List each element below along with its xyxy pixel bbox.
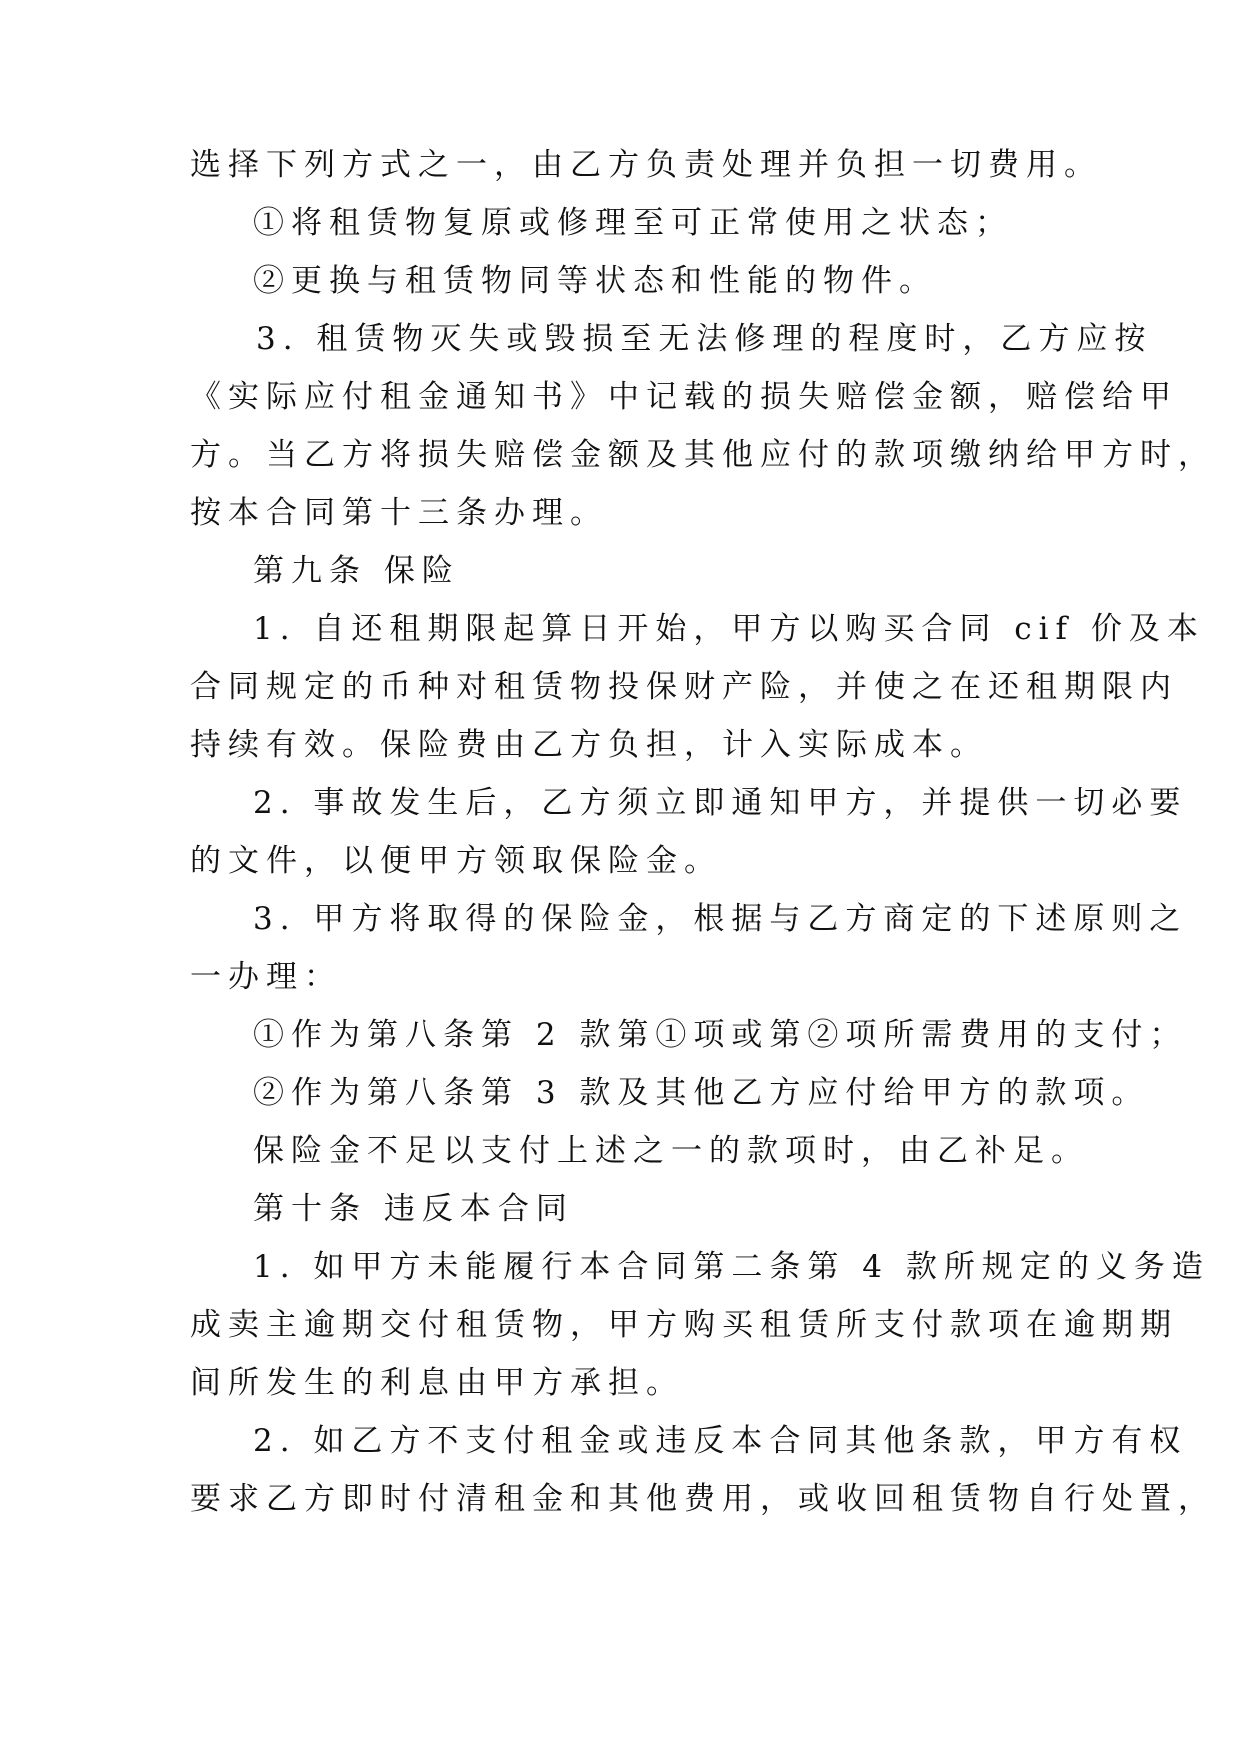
paragraph-line: ①作为第八条第 2 款第①项或第②项所需费用的支付； <box>253 1017 1188 1053</box>
paragraph-line: 2. 事故发生后，乙方须立即通知甲方，并提供一切必要 <box>253 785 1188 821</box>
paragraph-line: 2. 如乙方不支付租金或违反本合同其他条款，甲方有权 <box>253 1423 1188 1459</box>
paragraph-line: 按本合同第十三条办理。 <box>190 495 608 531</box>
section-heading: 第十条 违反本合同 <box>253 1191 574 1227</box>
paragraph-line: 方。当乙方将损失赔偿金额及其他应付的款项缴纳给甲方时， <box>190 437 1216 473</box>
paragraph-line: 持续有效。保险费由乙方负担，计入实际成本。 <box>190 727 988 763</box>
paragraph-line: 3. 甲方将取得的保险金，根据与乙方商定的下述原则之 <box>253 901 1188 937</box>
paragraph-line: 间所发生的利息由甲方承担。 <box>190 1365 684 1401</box>
paragraph-line: 的文件，以便甲方领取保险金。 <box>190 843 722 879</box>
paragraph-line: 选择下列方式之一，由乙方负责处理并负担一切费用。 <box>190 147 1102 183</box>
section-heading: 第九条 保险 <box>253 553 460 589</box>
paragraph-line: 保险金不足以支付上述之一的款项时，由乙补足。 <box>253 1133 1089 1169</box>
paragraph-line: 1. 如甲方未能履行本合同第二条第 4 款所规定的义务造 <box>253 1249 1210 1285</box>
paragraph-line: 成卖主逾期交付租赁物，甲方购买租赁所支付款项在逾期期 <box>190 1307 1178 1343</box>
paragraph-line: 《实际应付租金通知书》中记载的损失赔偿金额，赔偿给甲 <box>190 379 1178 415</box>
paragraph-line: ②更换与租赁物同等状态和性能的物件。 <box>253 263 937 299</box>
paragraph-line: 3. 租赁物灭失或毁损至无法修理的程度时，乙方应按 <box>256 321 1153 357</box>
paragraph-line: 合同规定的币种对租赁物投保财产险，并使之在还租期限内 <box>190 669 1178 705</box>
paragraph-line: ②作为第八条第 3 款及其他乙方应付给甲方的款项。 <box>253 1075 1150 1111</box>
paragraph-line: ①将租赁物复原或修理至可正常使用之状态； <box>253 205 1013 241</box>
paragraph-line: 1. 自还租期限起算日开始，甲方以购买合同 cif 价及本 <box>253 611 1205 647</box>
paragraph-line: 一办理： <box>190 959 342 995</box>
paragraph-line: 要求乙方即时付清租金和其他费用，或收回租赁物自行处置， <box>190 1481 1216 1517</box>
